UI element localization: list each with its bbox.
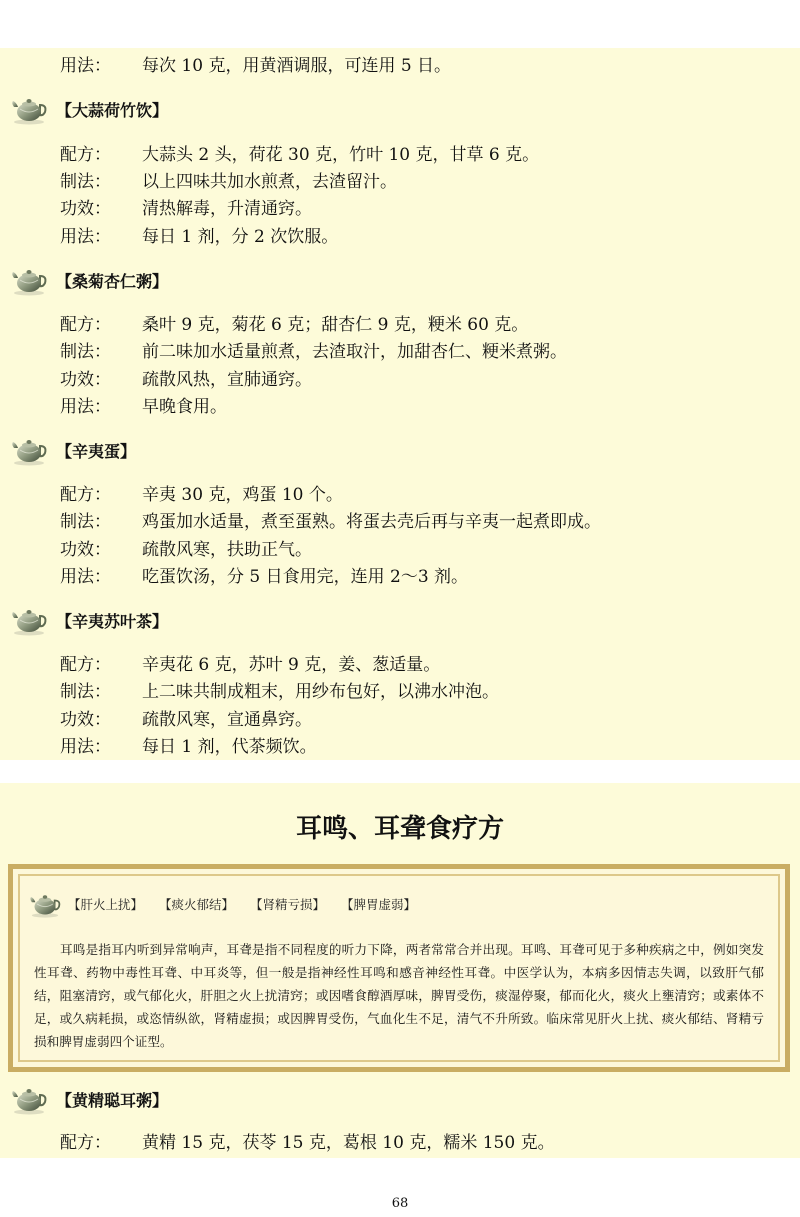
recipe-row bbox=[60, 736, 317, 758]
teapot-icon bbox=[10, 1083, 48, 1115]
row-label: 制法： bbox=[60, 512, 111, 532]
syndrome-tags bbox=[28, 890, 432, 918]
tag: 【痰火郁结】 bbox=[159, 897, 235, 912]
recipe-title: 【黄精聪耳粥】 bbox=[56, 1090, 169, 1110]
tag: 【脾胃虚弱】 bbox=[341, 897, 417, 912]
row-label: 制法： bbox=[60, 172, 111, 192]
row-text: 辛夷 30 克，鸡蛋 10 个。 bbox=[142, 485, 343, 505]
recipe-row bbox=[60, 654, 440, 676]
teapot-icon bbox=[10, 604, 48, 636]
tag: 【肾精亏损】 bbox=[250, 897, 326, 912]
teapot-icon bbox=[10, 93, 48, 125]
row-text: 疏散风寒，宣通鼻窍。 bbox=[142, 710, 312, 730]
recipe-row bbox=[60, 341, 567, 363]
recipe-title: 【辛夷苏叶茶】 bbox=[56, 611, 169, 631]
recipe-heading bbox=[10, 603, 168, 637]
recipe-row bbox=[60, 539, 312, 561]
intro-inner-frame bbox=[18, 874, 780, 1062]
recipe-heading bbox=[10, 263, 168, 297]
row-label: 配方： bbox=[60, 315, 111, 335]
intro-paragraph: 耳鸣是指耳内听到异常响声，耳聋是指不同程度的听力下降，两者常常合并出现。耳鸣、耳聋可见于多种疾病之中，例如突发性耳聋、药物中毒性耳聋、中耳炎等，但一般是指神经性耳鸣和感音神经性耳聋。中医学认为，本病多因情志失调，以致肝气郁结，阻塞清窍，或气郁化火，肝胆之火上扰清窍；或因嗜食醇酒厚味，脾胃受伤，痰湿停聚，郁而化火，痰火上壅清窍；或素体不足，或久病耗损，或恣情纵欲，肾精虚损；或因脾胃受伤，气血化生不足，清气不升所致。临床常见肝火上扰、痰火郁结、肾精亏损和脾胃虚弱四个证型。 bbox=[34, 942, 764, 1049]
row-text: 桑叶 9 克，菊花 6 克；甜杏仁 9 克，粳米 60 克。 bbox=[142, 315, 529, 335]
recipe-row bbox=[60, 171, 397, 193]
recipe-row bbox=[60, 144, 539, 166]
row-label: 配方： bbox=[60, 485, 111, 505]
page-number: 68 bbox=[391, 1196, 409, 1211]
row-text: 清热解毒，升清通窍。 bbox=[142, 199, 312, 219]
row-label: 功效： bbox=[60, 710, 111, 730]
row-text: 大蒜头 2 头，荷花 30 克，竹叶 10 克，甘草 6 克。 bbox=[142, 145, 540, 165]
row-text: 以上四味共加水煎煮，去渣留汁。 bbox=[142, 172, 397, 192]
row-text: 早晚食用。 bbox=[142, 397, 227, 417]
recipe-row bbox=[60, 566, 468, 588]
row-label: 配方： bbox=[60, 145, 111, 165]
recipe-row bbox=[60, 226, 338, 248]
row-text: 每日 1 剂，分 2 次饮服。 bbox=[142, 227, 339, 247]
row-label: 功效： bbox=[60, 370, 111, 390]
recipe-row bbox=[60, 484, 343, 506]
row-text: 吃蛋饮汤，分 5 日食用完，连用 2～3 剂。 bbox=[142, 567, 469, 587]
recipe-row bbox=[60, 1132, 555, 1154]
row-text: 鸡蛋加水适量，煮至蛋熟。将蛋去壳后再与辛夷一起煮即成。 bbox=[142, 512, 601, 532]
recipe-row bbox=[60, 198, 312, 220]
recipe-row bbox=[60, 681, 499, 703]
chapter-title: 耳鸣、耳聋食疗方 bbox=[295, 814, 504, 844]
row-label: 制法： bbox=[60, 682, 111, 702]
recipe-title: 【辛夷蛋】 bbox=[56, 441, 137, 461]
intro-box bbox=[8, 864, 790, 1072]
row-label: 功效： bbox=[60, 199, 111, 219]
row-label: 用法： bbox=[60, 397, 111, 417]
recipe-title: 【桑菊杏仁粥】 bbox=[56, 271, 169, 291]
row-text: 每日 1 剂，代茶频饮。 bbox=[142, 737, 317, 757]
recipe-row bbox=[60, 511, 601, 533]
row-text: 疏散风寒，扶助正气。 bbox=[142, 540, 312, 560]
row-text: 每次 10 克，用黄酒调服，可连用 5 日。 bbox=[142, 56, 452, 76]
row-label: 功效： bbox=[60, 540, 111, 560]
usage-line bbox=[60, 55, 451, 77]
recipe-heading bbox=[10, 433, 136, 467]
row-label: 用法： bbox=[60, 737, 111, 757]
row-label: 用法： bbox=[60, 567, 111, 587]
row-text: 上二味共制成粗末，用纱布包好，以沸水冲泡。 bbox=[142, 682, 499, 702]
recipe-heading bbox=[10, 92, 168, 126]
row-text: 前二味加水适量煎煮，去渣取汁，加甜杏仁、粳米煮粥。 bbox=[142, 342, 567, 362]
teapot-icon bbox=[10, 264, 48, 296]
recipe-row bbox=[60, 369, 312, 391]
teapot-icon bbox=[10, 434, 48, 466]
row-label: 用法： bbox=[60, 56, 111, 76]
recipe-title: 【大蒜荷竹饮】 bbox=[56, 100, 169, 120]
row-label: 配方： bbox=[60, 655, 111, 675]
teapot-icon bbox=[28, 890, 62, 918]
recipe-row bbox=[60, 314, 528, 336]
row-text: 疏散风热，宣肺通窍。 bbox=[142, 370, 312, 390]
tag: 【肝火上扰】 bbox=[68, 897, 144, 912]
recipe-row bbox=[60, 709, 312, 731]
row-label: 制法： bbox=[60, 342, 111, 362]
row-label: 用法： bbox=[60, 227, 111, 247]
row-label: 配方： bbox=[60, 1133, 111, 1153]
row-text: 黄精 15 克，茯苓 15 克，葛根 10 克，糯米 150 克。 bbox=[142, 1133, 555, 1153]
recipe-row bbox=[60, 396, 227, 418]
recipe-heading bbox=[10, 1082, 168, 1116]
row-text: 辛夷花 6 克，苏叶 9 克，姜、葱适量。 bbox=[142, 655, 441, 675]
